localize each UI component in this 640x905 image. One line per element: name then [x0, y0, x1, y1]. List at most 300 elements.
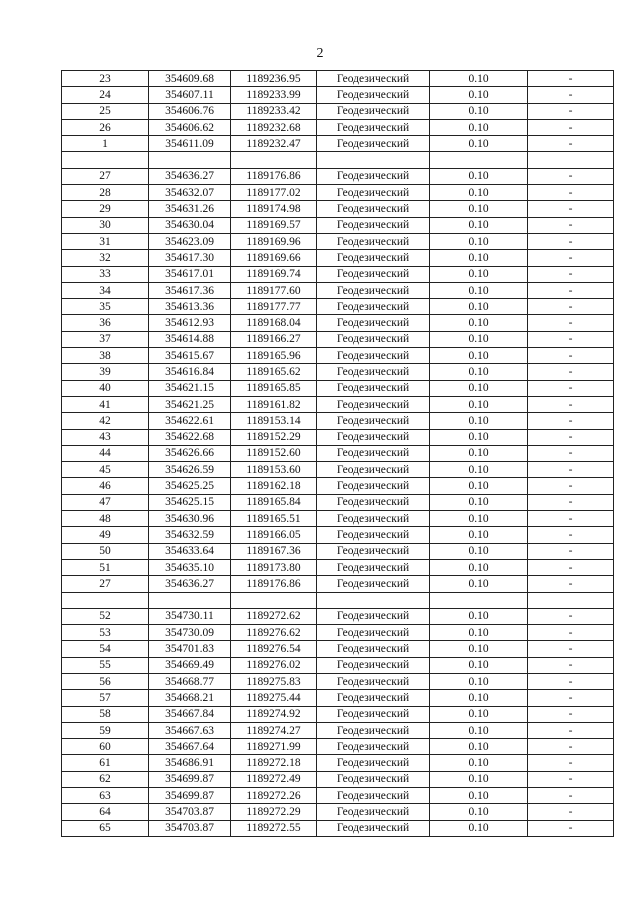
table-row — [62, 559, 614, 575]
point-number-cell: 57 — [62, 690, 149, 706]
method-cell: Геодезический — [317, 233, 430, 249]
x-coordinate-cell: 354730.09 — [149, 625, 231, 641]
accuracy-cell: 0.10 — [430, 331, 528, 347]
method-cell: Геодезический — [317, 559, 430, 575]
point-number-cell: 44 — [62, 445, 149, 461]
table-row — [62, 690, 614, 706]
point-number-cell: 46 — [62, 478, 149, 494]
method-cell: Геодезический — [317, 119, 430, 135]
note-cell: - — [528, 690, 614, 706]
method-cell: Геодезический — [317, 462, 430, 478]
method-cell: Геодезический — [317, 478, 430, 494]
point-number-cell: 47 — [62, 494, 149, 510]
point-number-cell: 62 — [62, 771, 149, 787]
table-row — [62, 771, 614, 787]
x-coordinate-cell: 354606.76 — [149, 103, 231, 119]
point-number-cell: 52 — [62, 608, 149, 624]
table-row — [62, 87, 614, 103]
x-coordinate-cell: 354669.49 — [149, 657, 231, 673]
point-number-cell: 45 — [62, 462, 149, 478]
table-row — [62, 755, 614, 771]
accuracy-cell: 0.10 — [430, 641, 528, 657]
method-cell: Геодезический — [317, 608, 430, 624]
note-cell: - — [528, 445, 614, 461]
accuracy-cell — [430, 592, 528, 608]
x-coordinate-cell: 354611.09 — [149, 136, 231, 152]
table-row — [62, 445, 614, 461]
note-cell: - — [528, 71, 614, 87]
note-cell: - — [528, 625, 614, 641]
point-number-cell: 55 — [62, 657, 149, 673]
note-cell: - — [528, 185, 614, 201]
method-cell — [317, 592, 430, 608]
y-coordinate-cell: 1189174.98 — [231, 201, 317, 217]
accuracy-cell: 0.10 — [430, 185, 528, 201]
table-row — [62, 103, 614, 119]
y-coordinate-cell: 1189276.54 — [231, 641, 317, 657]
y-coordinate-cell: 1189152.29 — [231, 429, 317, 445]
note-cell: - — [528, 413, 614, 429]
y-coordinate-cell: 1189169.57 — [231, 217, 317, 233]
point-number-cell: 27 — [62, 168, 149, 184]
x-coordinate-cell: 354703.87 — [149, 804, 231, 820]
method-cell: Геодезический — [317, 299, 430, 315]
x-coordinate-cell: 354621.15 — [149, 380, 231, 396]
y-coordinate-cell: 1189232.47 — [231, 136, 317, 152]
y-coordinate-cell: 1189161.82 — [231, 396, 317, 412]
y-coordinate-cell: 1189169.74 — [231, 266, 317, 282]
point-number-cell: 34 — [62, 282, 149, 298]
note-cell: - — [528, 364, 614, 380]
note-cell: - — [528, 511, 614, 527]
method-cell — [317, 152, 430, 168]
accuracy-cell: 0.10 — [430, 348, 528, 364]
y-coordinate-cell: 1189169.66 — [231, 250, 317, 266]
y-coordinate-cell: 1189272.29 — [231, 804, 317, 820]
x-coordinate-cell: 354631.26 — [149, 201, 231, 217]
point-number-cell: 65 — [62, 820, 149, 836]
y-coordinate-cell: 1189275.83 — [231, 673, 317, 689]
accuracy-cell: 0.10 — [430, 429, 528, 445]
x-coordinate-cell: 354606.62 — [149, 119, 231, 135]
y-coordinate-cell: 1189166.27 — [231, 331, 317, 347]
accuracy-cell: 0.10 — [430, 266, 528, 282]
note-cell — [528, 152, 614, 168]
method-cell: Геодезический — [317, 494, 430, 510]
note-cell: - — [528, 739, 614, 755]
y-coordinate-cell — [231, 592, 317, 608]
accuracy-cell: 0.10 — [430, 299, 528, 315]
note-cell: - — [528, 266, 614, 282]
note-cell: - — [528, 299, 614, 315]
note-cell: - — [528, 282, 614, 298]
table-row — [62, 739, 614, 755]
y-coordinate-cell — [231, 152, 317, 168]
accuracy-cell: 0.10 — [430, 168, 528, 184]
point-number-cell: 26 — [62, 119, 149, 135]
y-coordinate-cell: 1189271.99 — [231, 739, 317, 755]
note-cell: - — [528, 478, 614, 494]
table-row — [62, 429, 614, 445]
method-cell: Геодезический — [317, 217, 430, 233]
note-cell: - — [528, 380, 614, 396]
note-cell: - — [528, 706, 614, 722]
table-row — [62, 576, 614, 592]
method-cell: Геодезический — [317, 168, 430, 184]
method-cell: Геодезический — [317, 706, 430, 722]
x-coordinate-cell: 354623.09 — [149, 233, 231, 249]
note-cell: - — [528, 576, 614, 592]
y-coordinate-cell: 1189272.18 — [231, 755, 317, 771]
point-number-cell: 59 — [62, 722, 149, 738]
table-row — [62, 217, 614, 233]
point-number-cell: 58 — [62, 706, 149, 722]
y-coordinate-cell: 1189165.62 — [231, 364, 317, 380]
x-coordinate-cell: 354613.36 — [149, 299, 231, 315]
x-coordinate-cell: 354617.01 — [149, 266, 231, 282]
y-coordinate-cell: 1189274.92 — [231, 706, 317, 722]
method-cell: Геодезический — [317, 103, 430, 119]
method-cell: Геодезический — [317, 771, 430, 787]
table-row — [62, 788, 614, 804]
point-number-cell: 39 — [62, 364, 149, 380]
method-cell: Геодезический — [317, 71, 430, 87]
point-number-cell: 53 — [62, 625, 149, 641]
point-number-cell: 24 — [62, 87, 149, 103]
note-cell: - — [528, 168, 614, 184]
point-number-cell: 40 — [62, 380, 149, 396]
y-coordinate-cell: 1189236.95 — [231, 71, 317, 87]
x-coordinate-cell: 354699.87 — [149, 788, 231, 804]
accuracy-cell: 0.10 — [430, 788, 528, 804]
point-number-cell: 30 — [62, 217, 149, 233]
y-coordinate-cell: 1189272.49 — [231, 771, 317, 787]
table-row — [62, 527, 614, 543]
table-row — [62, 250, 614, 266]
x-coordinate-cell: 354730.11 — [149, 608, 231, 624]
table-row — [62, 641, 614, 657]
accuracy-cell: 0.10 — [430, 820, 528, 836]
note-cell: - — [528, 136, 614, 152]
x-coordinate-cell: 354636.27 — [149, 576, 231, 592]
method-cell: Геодезический — [317, 185, 430, 201]
note-cell: - — [528, 788, 614, 804]
x-coordinate-cell: 354622.68 — [149, 429, 231, 445]
x-coordinate-cell: 354607.11 — [149, 87, 231, 103]
note-cell: - — [528, 233, 614, 249]
point-number-cell: 51 — [62, 559, 149, 575]
method-cell: Геодезический — [317, 282, 430, 298]
accuracy-cell: 0.10 — [430, 690, 528, 706]
method-cell: Геодезический — [317, 348, 430, 364]
note-cell: - — [528, 396, 614, 412]
point-number-cell: 31 — [62, 233, 149, 249]
accuracy-cell: 0.10 — [430, 771, 528, 787]
x-coordinate-cell: 354667.84 — [149, 706, 231, 722]
method-cell: Геодезический — [317, 266, 430, 282]
method-cell: Геодезический — [317, 331, 430, 347]
y-coordinate-cell: 1189274.27 — [231, 722, 317, 738]
y-coordinate-cell: 1189165.84 — [231, 494, 317, 510]
note-cell: - — [528, 462, 614, 478]
table-row — [62, 380, 614, 396]
y-coordinate-cell: 1189272.62 — [231, 608, 317, 624]
y-coordinate-cell: 1189177.60 — [231, 282, 317, 298]
point-number-cell: 42 — [62, 413, 149, 429]
table-row — [62, 494, 614, 510]
table-row — [62, 511, 614, 527]
y-coordinate-cell: 1189153.14 — [231, 413, 317, 429]
note-cell: - — [528, 250, 614, 266]
point-number-cell: 48 — [62, 511, 149, 527]
page-number: 2 — [316, 46, 324, 61]
table-row — [62, 331, 614, 347]
accuracy-cell: 0.10 — [430, 315, 528, 331]
point-number-cell: 25 — [62, 103, 149, 119]
accuracy-cell: 0.10 — [430, 136, 528, 152]
accuracy-cell: 0.10 — [430, 233, 528, 249]
accuracy-cell: 0.10 — [430, 71, 528, 87]
table-row — [62, 608, 614, 624]
point-number-cell: 61 — [62, 755, 149, 771]
y-coordinate-cell: 1189177.02 — [231, 185, 317, 201]
table-row — [62, 266, 614, 282]
y-coordinate-cell: 1189166.05 — [231, 527, 317, 543]
method-cell: Геодезический — [317, 788, 430, 804]
x-coordinate-cell: 354625.25 — [149, 478, 231, 494]
accuracy-cell: 0.10 — [430, 119, 528, 135]
x-coordinate-cell: 354617.36 — [149, 282, 231, 298]
table-row — [62, 478, 614, 494]
note-cell: - — [528, 201, 614, 217]
y-coordinate-cell: 1189233.42 — [231, 103, 317, 119]
note-cell: - — [528, 103, 614, 119]
y-coordinate-cell: 1189275.44 — [231, 690, 317, 706]
note-cell: - — [528, 673, 614, 689]
accuracy-cell: 0.10 — [430, 576, 528, 592]
method-cell: Геодезический — [317, 429, 430, 445]
note-cell: - — [528, 820, 614, 836]
note-cell: - — [528, 771, 614, 787]
table-row — [62, 152, 614, 168]
accuracy-cell: 0.10 — [430, 364, 528, 380]
method-cell: Геодезический — [317, 576, 430, 592]
table-row — [62, 413, 614, 429]
x-coordinate-cell: 354635.10 — [149, 559, 231, 575]
method-cell: Геодезический — [317, 641, 430, 657]
method-cell: Геодезический — [317, 136, 430, 152]
accuracy-cell: 0.10 — [430, 103, 528, 119]
x-coordinate-cell: 354632.59 — [149, 527, 231, 543]
point-number-cell: 32 — [62, 250, 149, 266]
point-number-cell: 27 — [62, 576, 149, 592]
y-coordinate-cell: 1189162.18 — [231, 478, 317, 494]
point-number-cell: 41 — [62, 396, 149, 412]
x-coordinate-cell — [149, 152, 231, 168]
point-number-cell: 28 — [62, 185, 149, 201]
table-row — [62, 299, 614, 315]
y-coordinate-cell: 1189232.68 — [231, 119, 317, 135]
x-coordinate-cell: 354612.93 — [149, 315, 231, 331]
accuracy-cell: 0.10 — [430, 625, 528, 641]
method-cell: Геодезический — [317, 820, 430, 836]
method-cell: Геодезический — [317, 396, 430, 412]
table-row — [62, 804, 614, 820]
y-coordinate-cell: 1189233.99 — [231, 87, 317, 103]
note-cell: - — [528, 804, 614, 820]
method-cell: Геодезический — [317, 201, 430, 217]
table-row — [62, 706, 614, 722]
table-row — [62, 348, 614, 364]
method-cell: Геодезический — [317, 755, 430, 771]
accuracy-cell: 0.10 — [430, 380, 528, 396]
note-cell — [528, 592, 614, 608]
table-row — [62, 282, 614, 298]
note-cell: - — [528, 641, 614, 657]
method-cell: Геодезический — [317, 657, 430, 673]
table-row — [62, 119, 614, 135]
table-row — [62, 820, 614, 836]
y-coordinate-cell: 1189272.55 — [231, 820, 317, 836]
note-cell: - — [528, 429, 614, 445]
method-cell: Геодезический — [317, 87, 430, 103]
point-number-cell: 60 — [62, 739, 149, 755]
point-number-cell: 1 — [62, 136, 149, 152]
note-cell: - — [528, 331, 614, 347]
table-row — [62, 657, 614, 673]
accuracy-cell: 0.10 — [430, 804, 528, 820]
accuracy-cell: 0.10 — [430, 739, 528, 755]
x-coordinate-cell: 354668.77 — [149, 673, 231, 689]
note-cell: - — [528, 348, 614, 364]
accuracy-cell: 0.10 — [430, 445, 528, 461]
note-cell: - — [528, 217, 614, 233]
note-cell: - — [528, 559, 614, 575]
x-coordinate-cell: 354630.96 — [149, 511, 231, 527]
x-coordinate-cell — [149, 592, 231, 608]
point-number-cell: 63 — [62, 788, 149, 804]
note-cell: - — [528, 755, 614, 771]
y-coordinate-cell: 1189152.60 — [231, 445, 317, 461]
table-row — [62, 364, 614, 380]
x-coordinate-cell: 354633.64 — [149, 543, 231, 559]
method-cell: Геодезический — [317, 527, 430, 543]
accuracy-cell: 0.10 — [430, 673, 528, 689]
x-coordinate-cell: 354626.66 — [149, 445, 231, 461]
x-coordinate-cell: 354636.27 — [149, 168, 231, 184]
y-coordinate-cell: 1189168.04 — [231, 315, 317, 331]
accuracy-cell: 0.10 — [430, 722, 528, 738]
method-cell: Геодезический — [317, 445, 430, 461]
note-cell: - — [528, 494, 614, 510]
x-coordinate-cell: 354667.64 — [149, 739, 231, 755]
accuracy-cell: 0.10 — [430, 494, 528, 510]
method-cell: Геодезический — [317, 804, 430, 820]
point-number-cell: 54 — [62, 641, 149, 657]
accuracy-cell: 0.10 — [430, 217, 528, 233]
accuracy-cell: 0.10 — [430, 657, 528, 673]
x-coordinate-cell: 354614.88 — [149, 331, 231, 347]
point-number-cell: 36 — [62, 315, 149, 331]
accuracy-cell: 0.10 — [430, 478, 528, 494]
x-coordinate-cell: 354667.63 — [149, 722, 231, 738]
point-number-cell: 23 — [62, 71, 149, 87]
note-cell: - — [528, 315, 614, 331]
table-row — [62, 592, 614, 608]
point-number-cell — [62, 592, 149, 608]
y-coordinate-cell: 1189276.02 — [231, 657, 317, 673]
y-coordinate-cell: 1189165.51 — [231, 511, 317, 527]
method-cell: Геодезический — [317, 413, 430, 429]
point-number-cell: 35 — [62, 299, 149, 315]
y-coordinate-cell: 1189272.26 — [231, 788, 317, 804]
table-row — [62, 136, 614, 152]
method-cell: Геодезический — [317, 673, 430, 689]
accuracy-cell: 0.10 — [430, 413, 528, 429]
x-coordinate-cell: 354668.21 — [149, 690, 231, 706]
x-coordinate-cell: 354609.68 — [149, 71, 231, 87]
table-row — [62, 185, 614, 201]
x-coordinate-cell: 354632.07 — [149, 185, 231, 201]
note-cell: - — [528, 119, 614, 135]
table-row — [62, 396, 614, 412]
method-cell: Геодезический — [317, 625, 430, 641]
table-row — [62, 315, 614, 331]
x-coordinate-cell: 354703.87 — [149, 820, 231, 836]
accuracy-cell: 0.10 — [430, 527, 528, 543]
method-cell: Геодезический — [317, 364, 430, 380]
point-number-cell: 56 — [62, 673, 149, 689]
method-cell: Геодезический — [317, 315, 430, 331]
x-coordinate-cell: 354626.59 — [149, 462, 231, 478]
x-coordinate-cell: 354616.84 — [149, 364, 231, 380]
point-number-cell: 38 — [62, 348, 149, 364]
x-coordinate-cell: 354615.67 — [149, 348, 231, 364]
point-number-cell: 43 — [62, 429, 149, 445]
method-cell: Геодезический — [317, 380, 430, 396]
accuracy-cell: 0.10 — [430, 543, 528, 559]
x-coordinate-cell: 354701.83 — [149, 641, 231, 657]
point-number-cell: 37 — [62, 331, 149, 347]
y-coordinate-cell: 1189176.86 — [231, 576, 317, 592]
table-row — [62, 543, 614, 559]
x-coordinate-cell: 354617.30 — [149, 250, 231, 266]
table-row — [62, 722, 614, 738]
point-number-cell: 49 — [62, 527, 149, 543]
point-number-cell: 50 — [62, 543, 149, 559]
accuracy-cell: 0.10 — [430, 511, 528, 527]
accuracy-cell: 0.10 — [430, 87, 528, 103]
accuracy-cell: 0.10 — [430, 608, 528, 624]
y-coordinate-cell: 1189173.80 — [231, 559, 317, 575]
method-cell: Геодезический — [317, 250, 430, 266]
accuracy-cell: 0.10 — [430, 282, 528, 298]
table-row — [62, 71, 614, 87]
y-coordinate-cell: 1189153.60 — [231, 462, 317, 478]
accuracy-cell: 0.10 — [430, 462, 528, 478]
table-row — [62, 673, 614, 689]
accuracy-cell — [430, 152, 528, 168]
y-coordinate-cell: 1189167.36 — [231, 543, 317, 559]
x-coordinate-cell: 354686.91 — [149, 755, 231, 771]
point-number-cell: 64 — [62, 804, 149, 820]
accuracy-cell: 0.10 — [430, 559, 528, 575]
table-row — [62, 233, 614, 249]
note-cell: - — [528, 657, 614, 673]
accuracy-cell: 0.10 — [430, 755, 528, 771]
coordinates-table — [61, 70, 614, 837]
table-row — [62, 462, 614, 478]
